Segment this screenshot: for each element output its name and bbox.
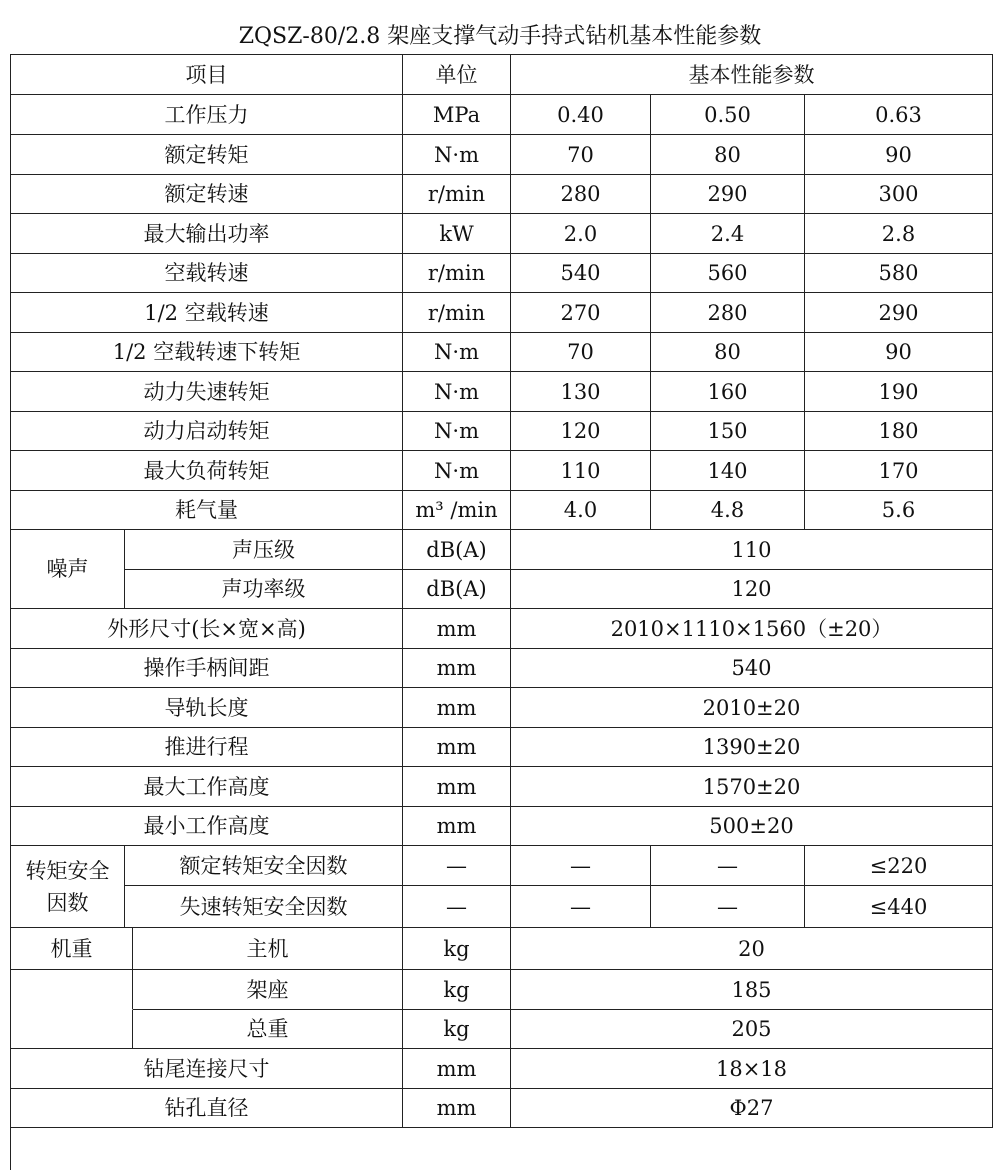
row-unit: — bbox=[403, 846, 511, 886]
row-unit: kg bbox=[403, 970, 511, 1010]
row-value: 4.0 bbox=[511, 491, 651, 530]
row-label: 失速转矩安全因数 bbox=[125, 886, 403, 928]
row-value: ≤220 bbox=[805, 846, 993, 886]
row-label: 最大工作高度 bbox=[11, 767, 403, 807]
row-value: 270 bbox=[511, 293, 651, 333]
row-value: 2010×1110×1560（±20） bbox=[511, 609, 993, 649]
row-label: 最小工作高度 bbox=[11, 807, 403, 846]
row-label: 推进行程 bbox=[11, 728, 403, 767]
row-value: 70 bbox=[511, 333, 651, 372]
row-value: 2.8 bbox=[805, 214, 993, 254]
row-value: 90 bbox=[805, 333, 993, 372]
row-label: 1/2 空载转速 bbox=[11, 293, 403, 333]
row-value: 140 bbox=[651, 451, 805, 491]
row-value: 2.4 bbox=[651, 214, 805, 254]
row-value: 90 bbox=[805, 135, 993, 175]
row-value: 20 bbox=[511, 928, 993, 970]
row-value: 280 bbox=[511, 175, 651, 214]
row-unit: mm bbox=[403, 807, 511, 846]
row-value: 80 bbox=[651, 135, 805, 175]
row-unit: N·m bbox=[403, 333, 511, 372]
row-unit: — bbox=[403, 886, 511, 928]
row-unit: mm bbox=[403, 728, 511, 767]
row-label: 钻孔直径 bbox=[11, 1089, 403, 1128]
row-label: 最大负荷转矩 bbox=[11, 451, 403, 491]
header-unit: 单位 bbox=[403, 55, 511, 95]
row-value: 5.6 bbox=[805, 491, 993, 530]
row-unit: mm bbox=[403, 609, 511, 649]
row-label: 动力失速转矩 bbox=[11, 372, 403, 412]
row-value: 180 bbox=[805, 412, 993, 451]
row-label: 主机 bbox=[133, 928, 403, 970]
row-value: ≤440 bbox=[805, 886, 993, 928]
row-label: 操作手柄间距 bbox=[11, 649, 403, 688]
row-value: 1570±20 bbox=[511, 767, 993, 807]
row-label: 1/2 空载转速下转矩 bbox=[11, 333, 403, 372]
row-label: 导轨长度 bbox=[11, 688, 403, 728]
row-value: 0.40 bbox=[511, 95, 651, 135]
row-value: 4.8 bbox=[651, 491, 805, 530]
row-value: 1390±20 bbox=[511, 728, 993, 767]
row-label: 最大输出功率 bbox=[11, 214, 403, 254]
row-unit: mm bbox=[403, 649, 511, 688]
row-value: 110 bbox=[511, 451, 651, 491]
row-unit: mm bbox=[403, 767, 511, 807]
row-label: 额定转矩安全因数 bbox=[125, 846, 403, 886]
row-value: 2.0 bbox=[511, 214, 651, 254]
row-unit: mm bbox=[403, 1049, 511, 1089]
row-unit: mm bbox=[403, 688, 511, 728]
row-value: 560 bbox=[651, 254, 805, 293]
row-value: 300 bbox=[805, 175, 993, 214]
row-label: 空载转速 bbox=[11, 254, 403, 293]
page-title: ZQSZ-80/2.8 架座支撑气动手持式钻机基本性能参数 bbox=[238, 24, 762, 49]
row-unit: kg bbox=[403, 928, 511, 970]
row-value: 540 bbox=[511, 649, 993, 688]
row-unit: dB(A) bbox=[403, 570, 511, 609]
header-params: 基本性能参数 bbox=[511, 55, 993, 95]
row-label: 外形尺寸(长×宽×高) bbox=[11, 609, 403, 649]
row-value: 190 bbox=[805, 372, 993, 412]
row-value: 160 bbox=[651, 372, 805, 412]
row-value: 170 bbox=[805, 451, 993, 491]
noise-group-label: 噪声 bbox=[11, 530, 125, 609]
row-label: 声压级 bbox=[125, 530, 403, 570]
row-label: 架座 bbox=[133, 970, 403, 1010]
row-label: 动力启动转矩 bbox=[11, 412, 403, 451]
row-value: Φ27 bbox=[511, 1089, 993, 1128]
weight-empty-cell bbox=[11, 970, 133, 1010]
spec-table bbox=[10, 54, 993, 1170]
row-value: — bbox=[651, 846, 805, 886]
header-item: 项目 bbox=[11, 55, 403, 95]
row-value: 290 bbox=[805, 293, 993, 333]
row-unit: kW bbox=[403, 214, 511, 254]
row-value: 120 bbox=[511, 412, 651, 451]
row-value: 580 bbox=[805, 254, 993, 293]
row-value: 0.50 bbox=[651, 95, 805, 135]
row-value: — bbox=[511, 886, 651, 928]
row-value: — bbox=[651, 886, 805, 928]
row-value: — bbox=[511, 846, 651, 886]
row-unit: mm bbox=[403, 1089, 511, 1128]
row-unit: r/min bbox=[403, 175, 511, 214]
row-value: 80 bbox=[651, 333, 805, 372]
row-label: 钻尾连接尺寸 bbox=[11, 1049, 403, 1089]
row-value: 150 bbox=[651, 412, 805, 451]
row-value: 120 bbox=[511, 570, 993, 609]
row-value: 280 bbox=[651, 293, 805, 333]
row-value: 290 bbox=[651, 175, 805, 214]
row-unit: dB(A) bbox=[403, 530, 511, 570]
row-value: 110 bbox=[511, 530, 993, 570]
row-value: 540 bbox=[511, 254, 651, 293]
row-label: 额定转速 bbox=[11, 175, 403, 214]
row-unit: N·m bbox=[403, 412, 511, 451]
row-unit: N·m bbox=[403, 372, 511, 412]
row-unit: N·m bbox=[403, 135, 511, 175]
row-unit: r/min bbox=[403, 293, 511, 333]
row-label: 额定转矩 bbox=[11, 135, 403, 175]
row-unit: MPa bbox=[403, 95, 511, 135]
row-unit: N·m bbox=[403, 451, 511, 491]
row-value: 130 bbox=[511, 372, 651, 412]
row-value: 70 bbox=[511, 135, 651, 175]
row-value: 185 bbox=[511, 970, 993, 1010]
row-value: 205 bbox=[511, 1010, 993, 1049]
row-value: 500±20 bbox=[511, 807, 993, 846]
weight-group-label: 机重 bbox=[11, 928, 133, 970]
row-unit: kg bbox=[403, 1010, 511, 1049]
row-label: 声功率级 bbox=[125, 570, 403, 609]
weight-empty-cell bbox=[11, 1010, 133, 1049]
row-label: 总重 bbox=[133, 1010, 403, 1049]
row-value: 0.63 bbox=[805, 95, 993, 135]
row-value: 18×18 bbox=[511, 1049, 993, 1089]
row-label: 耗气量 bbox=[11, 491, 403, 530]
row-unit: r/min bbox=[403, 254, 511, 293]
row-unit: m³ /min bbox=[403, 491, 511, 530]
row-value: 2010±20 bbox=[511, 688, 993, 728]
row-label: 工作压力 bbox=[11, 95, 403, 135]
safety-group-label: 转矩安全因数 bbox=[11, 846, 125, 928]
